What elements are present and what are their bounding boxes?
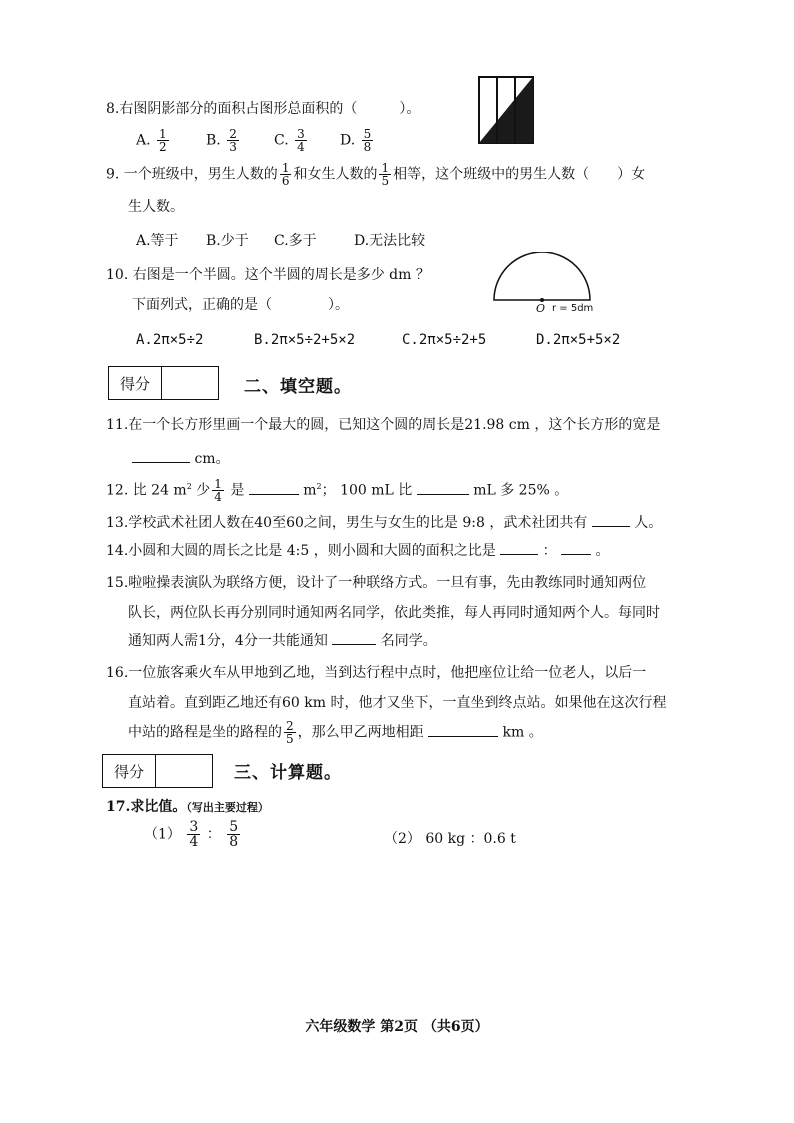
question-12-text: 12. 比 24 $m^2$ 少 $\frac{1}{4}$ 是 $m^2$； 100 mL 比 mL 多 25% 。	[106, 477, 569, 504]
question-16-line-1: 16.一位旅客乘火车从甲地到乙地，当到达行程中点时，他把座位让给一位老人，以后一	[106, 665, 647, 681]
section-2-score-label: 得分	[109, 367, 162, 399]
section-3-score-label: 得分	[103, 755, 156, 787]
question-10-option-a[interactable]: A.2π×5÷2	[136, 332, 204, 348]
question-17-part-2: （2） 60 kg ：0.6 t	[384, 831, 516, 847]
section-3-title: 三、计算题。	[234, 763, 342, 783]
question-11-answer-blank[interactable]	[132, 448, 190, 463]
question-8-option-a[interactable]: A. $\frac{1}{2}$	[136, 127, 167, 154]
question-8-figure	[478, 76, 534, 144]
question-13-answer-blank[interactable]	[592, 512, 630, 527]
question-15-answer-blank[interactable]	[332, 630, 376, 645]
section-2-score-cell[interactable]	[162, 367, 218, 399]
question-13-text: 13.学校武术社团人数在40至60之间，男生与女生的比是 9:8 ，武术社团共有 人。	[106, 512, 662, 532]
question-16-answer-blank[interactable]	[428, 722, 498, 737]
question-11-line-1: 11.在一个长方形里画一个最大的圆，已知这个圆的周长是21.98 cm ，这个长方形的宽是	[106, 417, 661, 433]
question-12-answer-blank-2[interactable]	[417, 480, 469, 495]
question-10-option-b[interactable]: B.2π×5÷2+5×2	[254, 332, 356, 348]
question-9-option-d[interactable]: D.无法比较	[354, 233, 426, 249]
section-2-title: 二、填空题。	[244, 377, 352, 397]
question-10-option-d[interactable]: D.2π×5+5×2	[536, 332, 621, 348]
question-15-line-1: 15.啦啦操表演队为联络方便，设计了一种联络方式。一旦有事，先由教练同时通知两位	[106, 575, 647, 591]
question-9-option-a[interactable]: A.等于	[136, 233, 179, 249]
section-3-score-cell[interactable]	[156, 755, 212, 787]
question-17-title: 17.求比值。（写出主要过程）	[106, 799, 269, 815]
question-8-text: 8.右图阴影部分的面积占图形总面积的（ ）。	[106, 101, 421, 117]
question-8-option-c[interactable]: C. $\frac{3}{4}$	[274, 127, 305, 154]
question-10-option-c[interactable]: C.2π×5÷2+5	[402, 332, 487, 348]
semicircle-radius-label: r = 5dm	[552, 303, 594, 314]
question-16-line-3: 中站的路程是坐的路程的 $\frac{2}{5}$ ，那么甲乙两地相距 km 。	[128, 719, 543, 746]
page-footer: 六年级数学 第2页 （共6页）	[305, 1019, 489, 1035]
question-15-line-2: 队长，两位队长再分别同时通知两名同学，依此类推，每人再同时通知两个人。每同时	[128, 605, 660, 621]
question-10-line-1: 10. 右图是一个半圆。这个半圆的周长是多少 dm ？	[106, 267, 430, 283]
question-11-line-2: cm。	[132, 448, 230, 468]
semicircle-center-label: O	[536, 302, 546, 315]
section-3-score-box	[102, 754, 213, 788]
question-14-text: 14.小圆和大圆的周长之比是 4:5 ，则小圆和大圆的面积之比是 ： 。	[106, 540, 610, 560]
question-9-option-c[interactable]: C.多于	[274, 233, 317, 249]
question-17-part-1: （1） $\frac{3}{4}$ ： $\frac{5}{8}$	[144, 819, 239, 850]
question-12-answer-blank-1[interactable]	[249, 480, 299, 495]
question-8-option-d[interactable]: D. $\frac{5}{8}$	[340, 127, 372, 154]
question-9-line-2: 生人数。	[128, 199, 184, 215]
question-10-line-2: 下面列式，正确的是（ ）。	[132, 297, 349, 313]
question-9-option-b[interactable]: B.少于	[206, 233, 249, 249]
question-16-line-2: 直站着。直到距乙地还有60 km 时，他才又坐下，一直坐到终点站。如果他在这次行程	[128, 695, 667, 711]
question-15-line-3: 通知两人需1分，4分一共能通知 名同学。	[128, 630, 437, 650]
question-14-answer-blank-1[interactable]	[500, 540, 538, 555]
question-8-option-b[interactable]: B. $\frac{2}{3}$	[206, 127, 237, 154]
section-2-score-box	[108, 366, 219, 400]
question-9-line-1: 9. 一个班级中，男生人数的 $\frac{1}{6}$ 和女生人数的 $\frac{1}{5}$ 相等，这个班级中的男生人数（ ）女	[106, 161, 646, 188]
question-14-answer-blank-2[interactable]	[561, 540, 591, 555]
